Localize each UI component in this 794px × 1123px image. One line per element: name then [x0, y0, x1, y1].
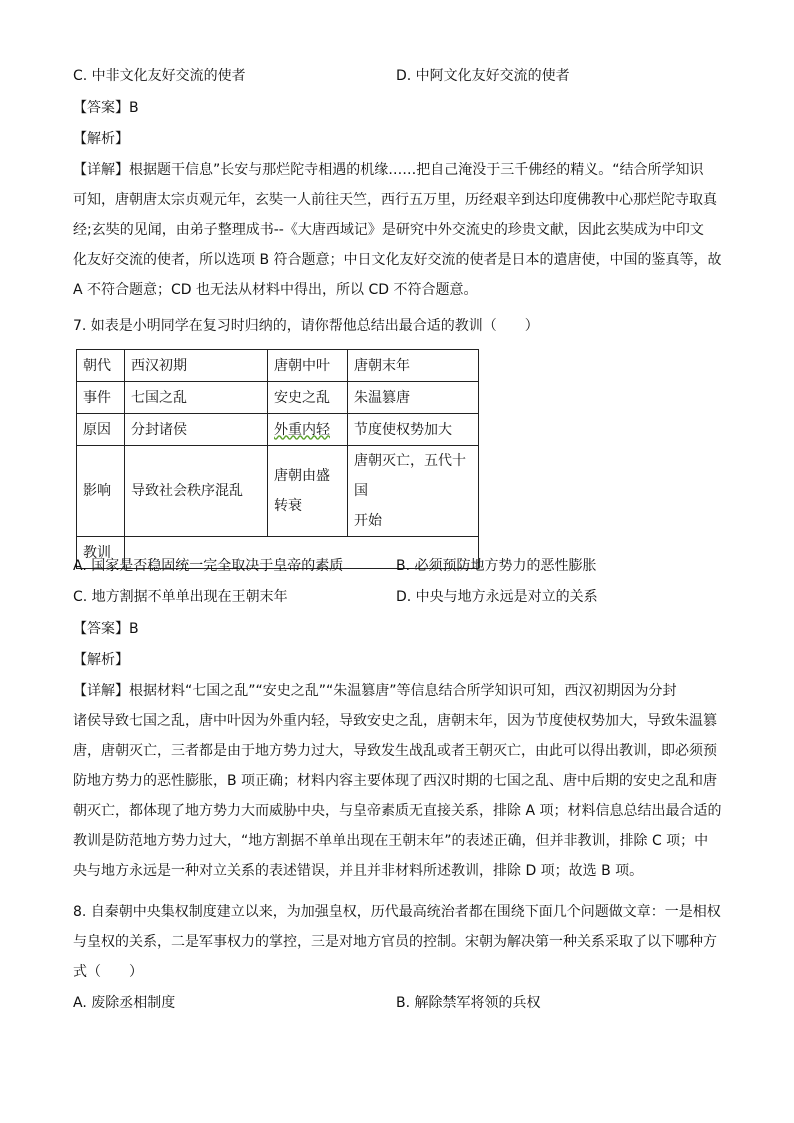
- q8-option-b: B. 解除禁军将领的兵权: [396, 995, 541, 1011]
- detail-line: 化友好交流的使者，所以选项 B 符合题意；中日文化友好交流的使者是日本的遣唐使，中国的鉴真等，故: [73, 252, 722, 268]
- q7-answer: [73, 619, 139, 639]
- table-cell: 安史之乱: [268, 382, 348, 414]
- q6-option-d: D. 中阿文化友好交流的使者: [396, 68, 570, 84]
- q6-answer: [73, 98, 139, 118]
- table-cell: 朱温篡唐: [348, 382, 479, 414]
- table-cell: [348, 446, 479, 537]
- table-cell: 事件: [77, 382, 125, 414]
- q6-detail: [73, 155, 721, 305]
- detail-line: 央与地方永远是一种对立关系的表述错误，并且并非材料所述教训，排除 D 项；故选 B 项。: [73, 863, 644, 879]
- detail-line: 诸侯导致七国之乱，唐中叶因为外重内轻，导致安史之乱，唐朝末年，因为节度使权势加大，导致朱温篡: [73, 713, 717, 729]
- answer-label: 【答案】: [73, 621, 129, 637]
- stem-line: 式（ ）: [73, 964, 143, 980]
- q7-option-b: B. 必须预防地方势力的恶性膨胀: [396, 558, 597, 574]
- answer-value: B: [129, 621, 139, 637]
- q8-option-a: A. 废除丞相制度: [73, 995, 176, 1011]
- table-cell: [268, 446, 348, 537]
- stem-line: 与皇权的关系，二是军事权力的掌控，三是对地方官员的控制。宋朝为解决第一种关系采取了以下哪种方: [73, 934, 717, 950]
- stem-line: 8. 自秦朝中央集权制度建立以来，为加强皇权，历代最高统治者都在围绕下面几个问题做文章：一是相权: [73, 904, 721, 920]
- table-cell: 西汉初期: [125, 350, 268, 382]
- detail-line: 教训是防范地方势力过大，“地方割据不单单出现在王朝末年”的表述正确，但并非教训，排除 C 项；中: [73, 833, 709, 849]
- q8-stem: [73, 897, 721, 987]
- answer-label: 【答案】: [73, 100, 129, 116]
- detail-line: 朝灭亡，都体现了地方势力大而威胁中央，与皇帝素质无直接关系，排除 A 项；材料信息总结出最合适的: [73, 803, 722, 819]
- table-cell: 影响: [77, 446, 125, 537]
- table-cell: 朝代: [77, 350, 125, 382]
- table-cell: 唐朝末年: [348, 350, 479, 382]
- q7-analysis-label: 【解析】: [73, 652, 129, 668]
- table-cell: 分封诸侯: [125, 414, 268, 446]
- wavy-underlined-text: 外重内轻: [274, 421, 330, 438]
- table-cell: 原因: [77, 414, 125, 446]
- detail-line: 可知，唐朝唐太宗贞观元年，玄奘一人前往天竺，西行五万里，历经艰辛到达印度佛教中心那烂陀寺取真: [73, 192, 717, 208]
- cell-line: 开始: [354, 513, 382, 529]
- table-row: [77, 382, 479, 414]
- table-cell: 七国之乱: [125, 382, 268, 414]
- detail-line: 唐，唐朝灭亡，三者都是由于地方势力过大，导致发生战乱或者王朝灭亡，由此可以得出教训，即必须预: [73, 743, 717, 759]
- table-cell: 导致社会秩序混乱: [125, 446, 268, 537]
- table-cell: 教训: [77, 537, 125, 569]
- detail-line: 【详解】根据材料“七国之乱”“安史之乱”“朱温篡唐”等信息结合所学知识可知，西汉初期因为分封: [73, 683, 677, 699]
- detail-line: 【详解】根据题干信息”长安与那烂陀寺相遇的机缘……把自己淹没于三千佛经的精义。“结合所学知识: [73, 162, 704, 178]
- cell-line: 转衰: [274, 498, 302, 514]
- answer-value: B: [129, 100, 139, 116]
- q7-option-d: D. 中央与地方永远是对立的关系: [396, 589, 598, 605]
- q7-option-a: A. 国家是否稳固统一完全取决于皇帝的素质: [73, 558, 344, 574]
- cell-line: 唐朝由盛: [274, 468, 330, 484]
- q7-table: [76, 349, 479, 569]
- cell-line: 唐朝灭亡，五代十国: [354, 453, 466, 499]
- detail-line: 防地方势力的恶性膨胀，B 项正确；材料内容主要体现了西汉时期的七国之乱、唐中后期的安史之乱和唐: [73, 773, 718, 789]
- q6-option-c: C. 中非文化友好交流的使者: [73, 68, 246, 84]
- q6-analysis-label: 【解析】: [73, 131, 129, 147]
- table-row: [77, 350, 479, 382]
- q7-detail: [73, 676, 721, 886]
- table-cell: 唐朝中叶: [268, 350, 348, 382]
- table-row: [77, 414, 479, 446]
- detail-line: 经;玄奘的见闻，由弟子整理成书--《大唐西域记》是研究中外交流史的珍贵文献，因此玄奘成为中印文: [73, 222, 704, 238]
- table-cell: [268, 414, 348, 446]
- table-row: [77, 446, 479, 537]
- table-cell: 节度使权势加大: [348, 414, 479, 446]
- q7-option-c: C. 地方割据不单单出现在王朝末年: [73, 589, 288, 605]
- q7-stem: 7. 如表是小明同学在复习时归纳的，请你帮他总结出最合适的教训（ ）: [73, 318, 539, 334]
- detail-line: A 不符合题意；CD 也无法从材料中得出，所以 CD 不符合题意。: [73, 282, 478, 298]
